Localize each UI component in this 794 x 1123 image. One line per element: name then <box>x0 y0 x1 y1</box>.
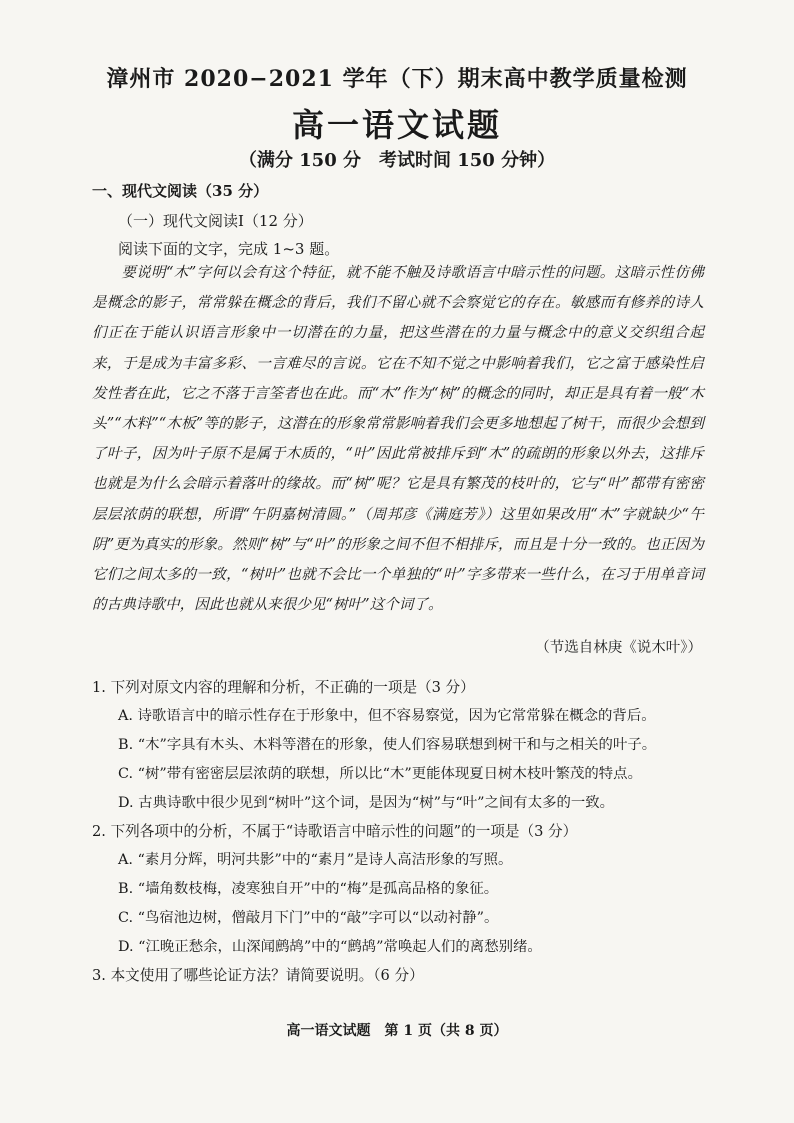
question-1-option-a: A. 诗歌语言中的暗示性存在于形象中，但不容易察觉，因为它常常躲在概念的背后。 <box>118 708 656 724</box>
question-2-option-c: C. “鸟宿池边树，僧敲月下门”中的“敲”字可以“以动衬静”。 <box>118 910 499 926</box>
part-heading: （一）现代文阅读Ⅰ（12 分） <box>118 212 313 230</box>
question-2-option-d: D. “江晚正愁余，山深闻鹧鸪”中的“鹧鸪”常唤起人们的离愁别绪。 <box>118 939 542 955</box>
page-title: 高一语文试题 <box>291 106 502 144</box>
question-1-option-d: D. 古典诗歌中很少见到“树叶”这个词，是因为“树”与“叶”之间有太多的一致。 <box>118 795 615 811</box>
page-footer: 高一语文试题 第 1 页（共 8 页） <box>286 1023 508 1039</box>
question-2-option-a: A. “素月分辉，明河共影”中的“素月”是诗人高洁形象的写照。 <box>118 852 513 868</box>
question-1-stem: 1. 下列对原文内容的理解和分析，不正确的一项是（3 分） <box>92 679 475 696</box>
section-heading: 一、现代文阅读（35 分） <box>92 182 269 200</box>
question-3-stem: 3. 本文使用了哪些论证方法？请简要说明。（6 分） <box>92 967 424 984</box>
passage-source: （节选自林庚《说木叶》） <box>535 640 702 656</box>
question-2-stem: 2. 下列各项中的分析，不属于“诗歌语言中暗示性的问题”的一项是（3 分） <box>92 823 578 840</box>
question-1-option-b: B. “木”字具有木头、木料等潜在的形象，使人们容易联想到树干和与之相关的叶子。 <box>118 737 657 753</box>
exam-subtitle: （满分 150 分 考试时间 150 分钟） <box>238 150 556 171</box>
question-2-option-b: B. “墙角数枝梅，凌寒独自开”中的“梅”是孤高品格的象征。 <box>118 881 499 897</box>
reading-instruction: 阅读下面的文字，完成 1~3 题。 <box>118 240 340 258</box>
question-1-option-c: C. “树”带有密密层层浓荫的联想，所以比“木”更能体现夏日树木枝叶繁茂的特点。 <box>118 766 642 782</box>
exam-header: 漳州市 2020−2021 学年（下）期末高中教学质量检测 <box>106 66 688 92</box>
reading-passage: 要说明“木”字何以会有这个特征，就不能不触及诗歌语言中暗示性的问题。这暗示性仿佛是概念的影子，常常躲在概念的背后，我们不留心就不会察觉它的存在。敏感而有修养的诗人们正在于能认识语言形象中一切潜在的力量，把这些潜在的力量与概念中的意义交织组合起来，于是成为丰富多彩、一言难尽的言说。它在不知不觉之中影响着我们，它之富于感染性启发性者在此，它之不落于言筌者也在此。而“木”作为“树”的概念的同时，却正是具有着一般“木头”“木料”“木板”等的影子，这潜在的形象常常影响着我们会更多地想起了树干，而很少会想到了叶子，因为叶子原不是属于木质的，“叶”因此常被排斥到“木”的疏朗的形象以外去，这排斥也就是为什么会暗示着落叶的缘故。而“树”呢？它是具有繁茂的枝叶的，它与“叶”都带有密密层层浓荫的联想，所谓“午阴嘉树清圆。”（周邦彦《满庭芳》）这里如果改用“木”字就缺少“午阴”更为真实的形象。然则“树”与“叶”的形象之间不但不相排斥，而且是十分一致的。也正因为它们之间太多的一致，“树叶”也就不会比一个单独的“叶”字多带来一些什么，在习于用单音词的古典诗歌中，因此也就从来很少见“树叶”这个词了。 <box>92 264 704 614</box>
